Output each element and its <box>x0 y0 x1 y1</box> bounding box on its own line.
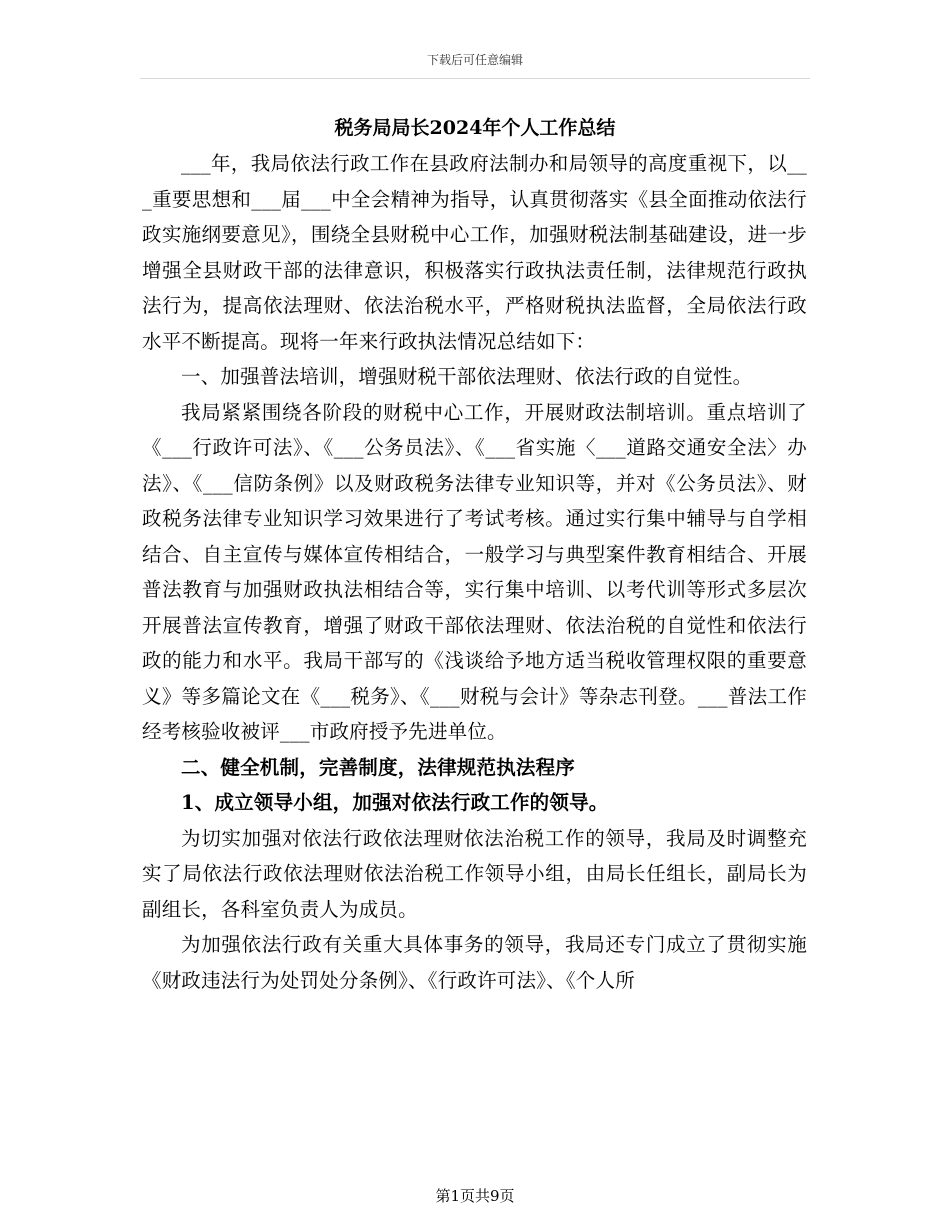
document-body <box>142 146 807 998</box>
subsection-one-heading: 1、成立领导小组，加强对依法行政工作的领导。 <box>181 791 609 814</box>
subsection-one-paragraph-continued: 为加强依法行政有关重大具体事务的领导，我局还专门成立了贯彻实施《财政违法行为处罚处分条例》、《行政许可法》、《个人所 <box>142 933 807 992</box>
header-note: 下载后可任意编辑 <box>426 53 523 67</box>
section-one-paragraph: 我局紧紧围绕各阶段的财税中心工作，开展财政法制培训。重点培训了《___行政许可法》、《___公务员法》、《___省实施〈___道路交通安全法〉办法》、《___信防条例》以及财政税务法律专业知识等，并对《公务员法》、财政税务法律专业知识学习效果进行了考试考核。通过实行集中辅导与自学相结合、自主宣传与媒体宣传相结合，一般学习与典型案件教育相结合、开展普法教育与加强财政执法相结合等，实行集中培训、以考代训等形式多层次开展普法宣传教育，增强了财政干部依法理财、依法治税的自觉性和依法行政的能力和水平。我局干部写的《浅谈给予地方适当税收管理权限的重要意义》等多篇论文在《___税务》、《___财税与会计》等杂志刊登。___普法工作经考核验收被评___市政府授予先进单位。 <box>142 400 807 743</box>
section-two-heading: 二、健全机制，完善制度，法律规范执法程序 <box>181 755 576 779</box>
subsection-one-paragraph: 为切实加强对依法行政依法理财依法治税工作的领导，我局及时调整充实了局依法行政依法理财依法治税工作领导小组，由局长任组长，副局长为副组长，各科室负责人为成员。 <box>142 826 807 921</box>
document-title: 税务局局长2024年个人工作总结 <box>334 117 616 139</box>
section-one-heading: 一、加强普法培训，增强财税干部依法理财、依法行政的自觉性。 <box>181 365 753 388</box>
page-number: 第1页共9页 <box>435 1187 515 1205</box>
header-divider <box>140 78 810 79</box>
intro-paragraph: ___年，我局依法行政工作在县政府法制办和局领导的高度重视下，以___重要思想和___届___中全会精神为指导，认真贯彻落实《县全面推动依法行政实施纲要意见》，围绕全县财税中心工作，加强财税法制基础建设，进一步增强全县财政干部的法律意识，积极落实行政执法责任制，法律规范行政执法行为，提高依法理财、依法治税水平，严格财税执法监督，全局依法行政水平不断提高。现将一年来行政执法情况总结如下： <box>142 152 807 353</box>
